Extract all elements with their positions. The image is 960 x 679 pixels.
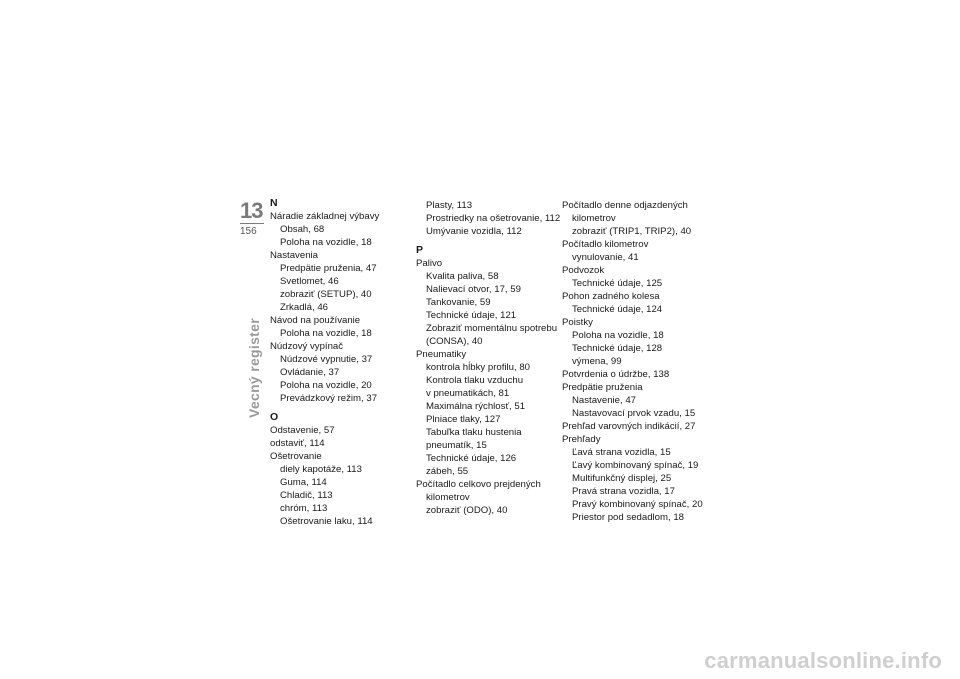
index-entry: Predpätie pruženia — [562, 381, 643, 393]
index-subentry: diely kapotáže, 113 — [280, 463, 362, 475]
index-subentry: Svetlomet, 46 — [280, 275, 339, 287]
index-letter-n: N — [270, 197, 278, 209]
index-subentry: Poloha na vozidle, 18 — [572, 329, 664, 341]
index-subentry: Priestor pod sedadlom, 18 — [572, 511, 684, 523]
index-subentry: Tankovanie, 59 — [426, 296, 491, 308]
index-subentry: Ľavý kombinovaný spínač, 19 — [572, 459, 699, 471]
index-letter-o: O — [270, 411, 279, 423]
index-column-1 — [270, 198, 410, 527]
index-subentry: Tabuľka tlaku hustenia — [426, 426, 522, 438]
index-subentry: zobraziť (TRIP1, TRIP2), 40 — [572, 225, 692, 237]
index-subentry: Poloha na vozidle, 18 — [280, 327, 372, 339]
index-entry: odstaviť, 114 — [270, 437, 325, 449]
index-subentry: zábeh, 55 — [426, 465, 469, 477]
chapter-divider — [240, 223, 264, 224]
index-entry: Prehľady — [562, 433, 601, 445]
index-entry: Prehľad varovných indikácií, 27 — [562, 420, 696, 432]
index-subentry: Ľavá strana vozidla, 15 — [572, 446, 671, 458]
index-entry: Poistky — [562, 316, 593, 328]
index-subentry: Nalievací otvor, 17, 59 — [426, 283, 521, 295]
index-subentry: kontrola hĺbky profilu, 80 — [426, 361, 530, 373]
index-subentry: Kontrola tlaku vzduchu — [426, 374, 524, 386]
index-subentry: Poloha na vozidle, 18 — [280, 236, 372, 248]
index-subentry: zobraziť (ODO), 40 — [426, 504, 508, 516]
index-entry: Počítadlo celkovo prejdených — [416, 478, 541, 490]
index-subentry: Pravá strana vozidla, 17 — [572, 485, 675, 497]
index-subentry: Technické údaje, 124 — [572, 303, 663, 315]
index-subentry: Zobraziť momentálnu spotrebu — [426, 322, 558, 334]
index-subentry: chróm, 113 — [280, 502, 328, 514]
index-subentry-continued: (CONSA), 40 — [426, 335, 483, 347]
index-subentry: výmena, 99 — [572, 355, 622, 367]
index-subentry: Nastavenie, 47 — [572, 394, 636, 406]
index-entry: Nastavenia — [270, 249, 318, 261]
index-entry: Počítadlo kilometrov — [562, 238, 649, 250]
index-subentry: Zrkadlá, 46 — [280, 301, 328, 313]
index-subentry: Technické údaje, 121 — [426, 309, 517, 321]
index-subentry: Obsah, 68 — [280, 223, 325, 235]
index-entry: Núdzový vypínač — [270, 340, 344, 352]
index-subentry: Núdzové vypnutie, 37 — [280, 353, 373, 365]
index-subentry: Ovládanie, 37 — [280, 366, 340, 378]
index-entry: Palivo — [416, 257, 443, 269]
index-subentry: Maximálna rýchlosť, 51 — [426, 400, 526, 412]
section-title-vertical: Vecný register — [246, 318, 262, 418]
index-subentry: Umývanie vozidla, 112 — [426, 225, 522, 237]
index-entry: Podvozok — [562, 264, 605, 276]
index-subentry: Technické údaje, 126 — [426, 452, 517, 464]
index-letter-p: P — [416, 244, 424, 256]
index-subentry: Plasty, 113 — [426, 199, 473, 211]
index-subentry: Nastavovací prvok vzadu, 15 — [572, 407, 696, 419]
index-subentry: Pravý kombinovaný spínač, 20 — [572, 498, 703, 510]
index-entry: Pohon zadného kolesa — [562, 290, 660, 302]
index-subentry: Multifunkčný displej, 25 — [572, 472, 672, 484]
index-entry: Počítadlo denne odjazdených — [562, 199, 688, 211]
index-column-2 — [416, 198, 561, 516]
index-subentry: vynulovanie, 41 — [572, 251, 639, 263]
index-subentry: Predpätie pruženia, 47 — [280, 262, 377, 274]
index-entry: Odstavenie, 57 — [270, 424, 335, 436]
index-subentry: Poloha na vozidle, 20 — [280, 379, 372, 391]
index-entry: Náradie základnej výbavy — [270, 210, 380, 222]
index-entry: Návod na používanie — [270, 314, 361, 326]
chapter-tab — [240, 200, 264, 238]
index-subentry: Prostriedky na ošetrovanie, 112 — [426, 212, 561, 224]
index-subentry: zobraziť (SETUP), 40 — [280, 288, 372, 300]
index-entry: Potvrdenia o údržbe, 138 — [562, 368, 670, 380]
index-entry-continued: kilometrov — [426, 491, 470, 503]
index-subentry: Chladič, 113 — [280, 489, 333, 501]
index-subentry: Technické údaje, 128 — [572, 342, 663, 354]
index-subentry: Technické údaje, 125 — [572, 277, 663, 289]
index-subentry: Plniace tlaky, 127 — [426, 413, 501, 425]
index-subentry-continued: v pneumatikách, 81 — [426, 387, 510, 399]
index-entry: Pneumatiky — [416, 348, 467, 360]
index-entry-continued: kilometrov — [572, 212, 616, 224]
index-column-3 — [562, 198, 702, 523]
chapter-number: 13 — [240, 198, 263, 223]
index-subentry: Prevádzkový režim, 37 — [280, 392, 378, 404]
index-entry: Ošetrovanie — [270, 450, 322, 462]
index-subentry-continued: pneumatík, 15 — [426, 439, 487, 451]
index-subentry: Ošetrovanie laku, 114 — [280, 515, 373, 527]
index-subentry: Kvalita paliva, 58 — [426, 270, 499, 282]
watermark: carmanualsonline.info — [704, 648, 942, 673]
index-subentry: Guma, 114 — [280, 476, 327, 488]
page-number: 156 — [240, 226, 257, 237]
